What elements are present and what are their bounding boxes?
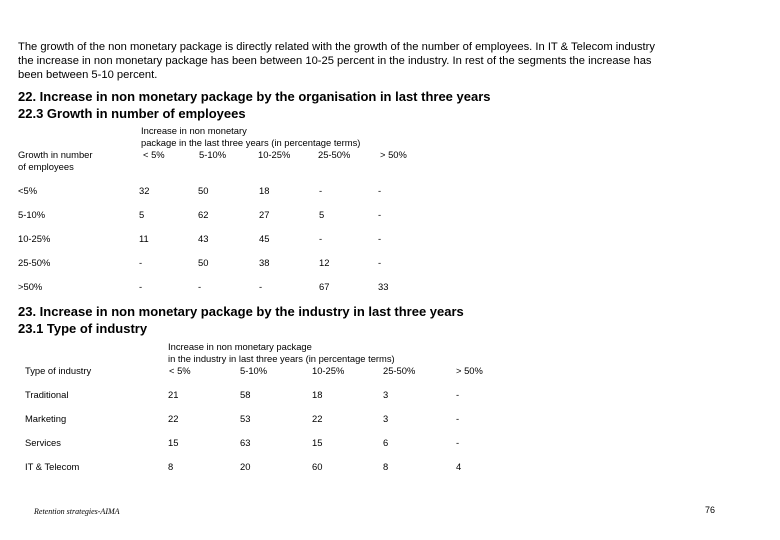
cell: 22: [312, 413, 323, 424]
cell: 60: [312, 461, 323, 472]
cell: -: [319, 233, 323, 244]
cell: 62: [198, 209, 209, 220]
cell: 43: [198, 233, 209, 244]
row-label: 10-25%: [18, 233, 51, 244]
cell: 50: [198, 185, 209, 196]
row-label: Marketing: [25, 413, 67, 424]
cell: -: [456, 437, 460, 448]
group-header-line-1: Increase in non monetary: [141, 125, 247, 136]
group-header-line-1: Increase in non monetary package: [168, 341, 312, 352]
cell: 12: [319, 257, 330, 268]
cell: 50: [198, 257, 209, 268]
column-header: 25-50%: [383, 365, 416, 376]
row-label: <5%: [18, 185, 38, 196]
cell: 8: [168, 461, 174, 472]
cell: 33: [378, 281, 389, 292]
cell: -: [259, 281, 263, 292]
cell: -: [378, 185, 382, 196]
section-22-subheading: 22.3 Growth in number of employees: [18, 106, 246, 121]
section-23-heading: 23. Increase in non monetary package by the industry in last three years: [18, 304, 464, 319]
footer-source: Retention strategies-AIMA: [34, 507, 120, 516]
cell: 27: [259, 209, 270, 220]
cell: 15: [312, 437, 323, 448]
cell: 53: [240, 413, 251, 424]
cell: 4: [456, 461, 462, 472]
cell: 6: [383, 437, 389, 448]
cell: -: [139, 257, 143, 268]
column-header: 10-25%: [258, 149, 291, 160]
cell: 58: [240, 389, 251, 400]
column-header: > 50%: [456, 365, 483, 376]
cell: -: [378, 257, 382, 268]
cell: 20: [240, 461, 251, 472]
cell: -: [378, 233, 382, 244]
row-label: Traditional: [25, 389, 69, 400]
group-header-line-2: in the industry in last three years (in percentage terms): [168, 353, 395, 364]
cell: 5: [319, 209, 325, 220]
section-22-heading: 22. Increase in non monetary package by the organisation in last three years: [18, 89, 491, 104]
column-header: 5-10%: [199, 149, 227, 160]
column-header: 5-10%: [240, 365, 268, 376]
row-label: 5-10%: [18, 209, 46, 220]
page-number: 76: [705, 505, 716, 515]
cell: 67: [319, 281, 330, 292]
cell: 63: [240, 437, 251, 448]
column-header: < 5%: [143, 149, 165, 160]
column-header: < 5%: [169, 365, 191, 376]
cell: -: [139, 281, 143, 292]
cell: 15: [168, 437, 179, 448]
cell: -: [378, 209, 382, 220]
cell: 5: [139, 209, 145, 220]
column-header: 25-50%: [318, 149, 351, 160]
column-header: > 50%: [380, 149, 407, 160]
cell: 3: [383, 413, 389, 424]
cell: 22: [168, 413, 179, 424]
section-23-subheading: 23.1 Type of industry: [18, 321, 148, 336]
row-header-line-1: Growth in number: [18, 149, 93, 160]
group-header-line-2: package in the last three years (in percentage terms): [141, 137, 361, 148]
cell: 38: [259, 257, 270, 268]
cell: 18: [259, 185, 270, 196]
row-header: Type of industry: [25, 365, 92, 376]
intro-paragraph: The growth of the non monetary package is directly related with the growth of the number of employees. In IT & Telecom industry the increase in non monetary package has been between 10-25 percent in the industry. In rest of the segments the increase has been between 5-10 percent.: [18, 41, 655, 81]
row-label: 25-50%: [18, 257, 51, 268]
cell: -: [456, 413, 460, 424]
cell: -: [456, 389, 460, 400]
row-label: IT & Telecom: [25, 461, 80, 472]
cell: 11: [139, 233, 149, 244]
cell: 18: [312, 389, 323, 400]
cell: 8: [383, 461, 389, 472]
cell: 21: [168, 389, 179, 400]
cell: -: [198, 281, 202, 292]
cell: 45: [259, 233, 270, 244]
cell: -: [319, 185, 323, 196]
column-header: 10-25%: [312, 365, 345, 376]
row-label: Services: [25, 437, 61, 448]
cell: 3: [383, 389, 389, 400]
row-header-line-2: of employees: [18, 161, 74, 172]
cell: 32: [139, 185, 150, 196]
row-label: >50%: [18, 281, 43, 292]
